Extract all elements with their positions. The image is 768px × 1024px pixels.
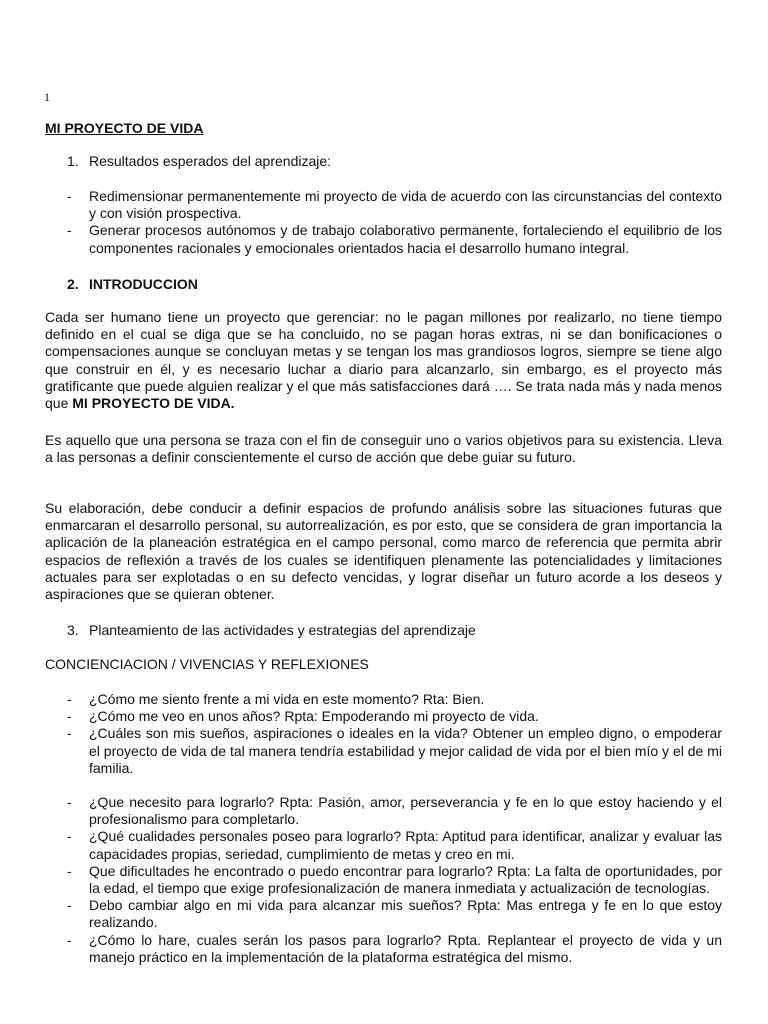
list-item: - Que dificultades he encontrado o puedo encontrar para lograrlo? Rpta: La falta de oportunidades, por la edad, el tiempo que exige profesionalización de manera inmediata y actualización de tecnologías.: [67, 862, 722, 897]
section-2-label: INTRODUCCION: [89, 276, 198, 292]
bullet-dash: -: [67, 794, 72, 811]
list-item: - ¿Cómo me veo en unos años? Rpta: Empoderando mi proyecto de vida.: [67, 708, 539, 725]
intro-paragraph-1: Cada ser humano tiene un proyecto que gerenciar: no le pagan millones por realizarlo, no tiene tiempo definido en el cual se diga que se ha concluido, no se pagan horas extras, ni se dan bonificaciones o compensaciones aunque se concluyan metas y se tengan los mas grandiosos logros, siempre se tiene algo que construir en él, y es necesario luchar a diario para alcanzarlo, sin embargo, es el proyecto más gratificante que puede alguien realizar y el que más satisfacciones dará …. Se trata nada más y nada menos que MI PROYECTO DE VIDA.: [45, 309, 722, 412]
section-3-heading: [67, 622, 476, 639]
section-2-heading: [67, 276, 198, 293]
bullet-dash: -: [67, 188, 72, 204]
list-item: - ¿Cómo lo hare, cuales serán los pasos para lograrlo? Rpta. Replantear el proyecto de vida y un manejo práctico en la implementación de la plataforma estratégica del mismo.: [67, 931, 722, 965]
document-title: MI PROYECTO DE VIDA: [45, 120, 204, 136]
bullet-dash: -: [67, 931, 72, 948]
bullet-dash: -: [67, 862, 72, 879]
reflection-list: [45, 691, 722, 966]
section-1-number: 1.: [67, 153, 79, 169]
page-number: 1: [44, 90, 50, 104]
section-1-label: Resultados esperados del aprendizaje:: [89, 153, 332, 169]
concienciacion-heading: CONCIENCIACION / VIVENCIAS Y REFLEXIONES: [45, 656, 369, 672]
list-item: - Redimensionar permanentemente mi proyecto de vida de acuerdo con las circunstancias del contexto y con visión prospectiva.: [67, 188, 722, 222]
bullet-dash: -: [67, 691, 72, 707]
intro-paragraph-3: Su elaboración, debe conducir a definir espacios de profundo análisis sobre las situaciones futuras que enmarcaran el desarrollo personal, su autorrealización, es por esto, que se considera de gran importancia la aplicación de la planeación estratégica en el campo personal, como marco de referencia que permita abrir espacios de reflexión a través de los cuales se identifiquen plenamente las potencialidades y limitaciones actuales para ser explotadas o en su defecto vencidas, y lograr diseñar un futuro acorde a los deseos y aspiraciones que se quieran obtener.: [45, 500, 722, 603]
expected-results-list: [45, 188, 722, 257]
list-item: - ¿Qué cualidades personales poseo para lograrlo? Rpta: Aptitud para identificar, analizar y evaluar las capacidades propias, seriedad, cumplimiento de metas y creo en mi.: [67, 828, 722, 862]
section-2-number: 2.: [67, 276, 79, 292]
intro-paragraph-2: Es aquello que una persona se traza con el fin de conseguir uno o varios objetivos para su existencia. Lleva a las personas a definir conscientemente el curso de acción que debe guiar su futuro.: [45, 432, 722, 466]
list-item: - ¿Que necesito para lograrlo? Rpta: Pasión, amor, perseverancia y fe en lo que estoy haciendo y el profesionalismo para completarlo.: [67, 794, 722, 828]
list-item: - Debo cambiar algo en mi vida para alcanzar mis sueños? Rpta: Mas entrega y fe en lo que estoy realizando.: [67, 897, 722, 931]
section-1-heading: [67, 153, 331, 170]
bullet-dash: -: [67, 897, 72, 914]
list-item: - ¿Cuáles son mis sueños, aspiraciones o ideales en la vida? Obtener un empleo digno, o empoderar el proyecto de vida de tal manera tendría estabilidad y mejor calidad de vida por el bien mío y el de mi familia.: [67, 725, 722, 776]
bullet-dash: -: [67, 708, 72, 725]
list-item: - ¿Cómo me siento frente a mi vida en este momento? Rta: Bien.: [67, 691, 485, 707]
bullet-dash: -: [67, 725, 72, 742]
section-3-number: 3.: [67, 622, 79, 638]
bullet-dash: -: [67, 222, 72, 239]
list-item: - Generar procesos autónomos y de trabajo colaborativo permanente, fortaleciendo el equilibrio de los componentes racionales y emocionales orientados hacia el desarrollo humano integral.: [67, 222, 722, 256]
section-3-label: Planteamiento de las actividades y estrategias del aprendizaje: [89, 622, 476, 638]
bullet-dash: -: [67, 828, 72, 845]
intro-emphasis: MI PROYECTO DE VIDA.: [72, 395, 235, 412]
